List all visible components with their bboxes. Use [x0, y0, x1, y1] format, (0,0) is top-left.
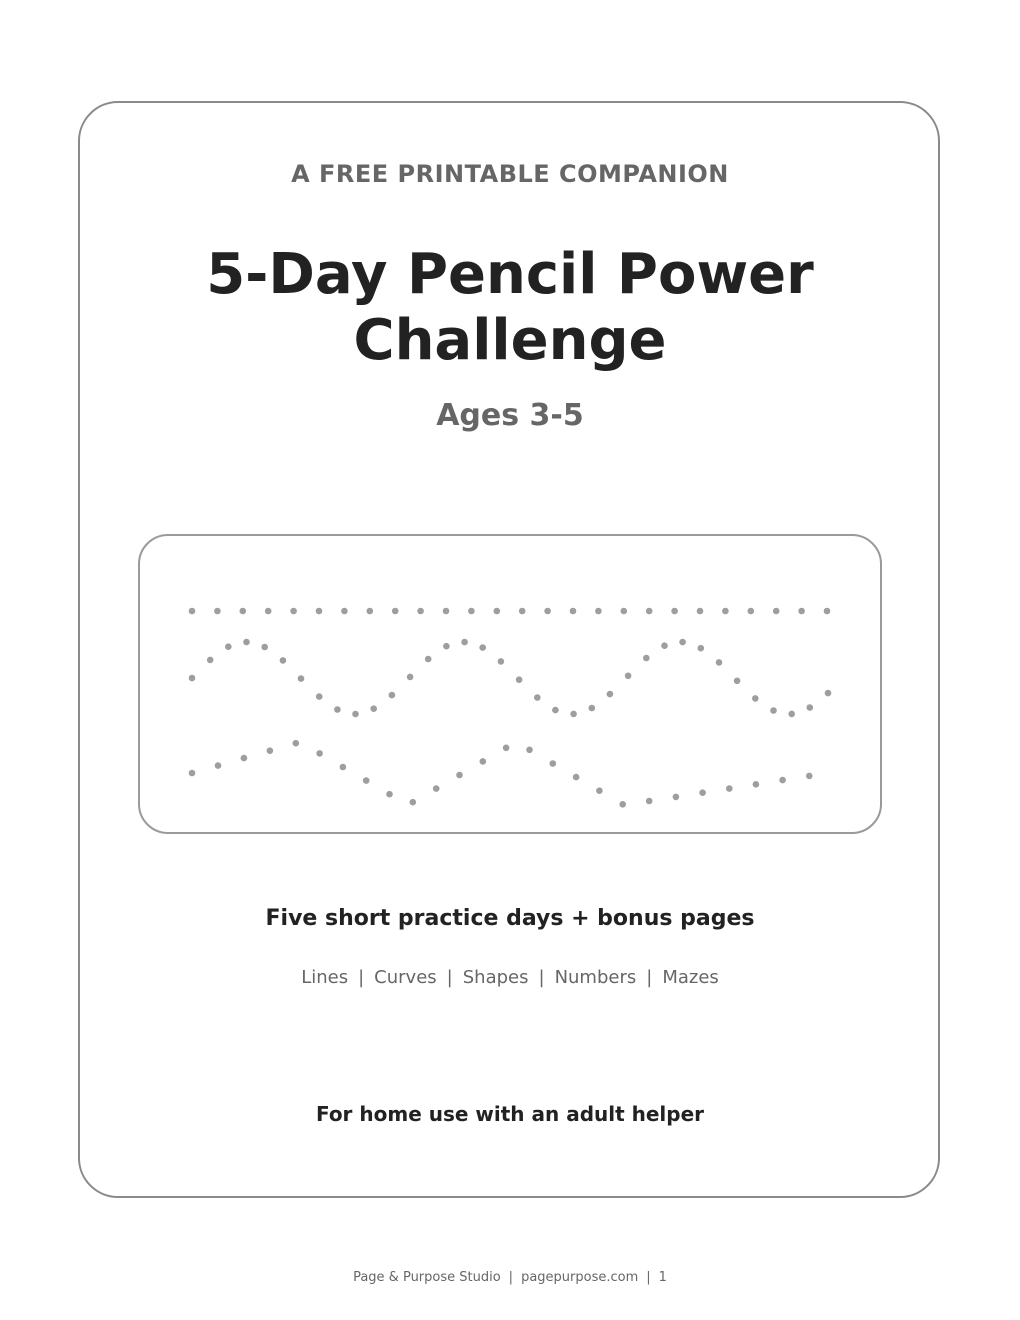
footer-separator: |	[508, 1270, 514, 1285]
topic-separator: |	[646, 967, 653, 988]
footer-publisher: Page & Purpose Studio	[353, 1270, 501, 1285]
tracing-panel	[138, 534, 882, 834]
footer-separator: |	[646, 1270, 651, 1285]
topic-item: Lines	[301, 967, 349, 988]
topic-separator: |	[538, 967, 545, 988]
title-line-2: Challenge	[353, 308, 667, 373]
page-title	[0, 242, 1020, 374]
eyebrow-text: A FREE PRINTABLE COMPANION	[291, 160, 729, 188]
topic-separator: |	[446, 967, 453, 988]
footer-page-number: 1	[658, 1270, 667, 1285]
topic-item: Curves	[374, 967, 437, 988]
usage-note: For home use with an adult helper	[315, 1102, 705, 1126]
page-footer	[0, 1270, 1020, 1285]
summary-text: Five short practice days + bonus pages	[265, 906, 755, 931]
topic-separator: |	[358, 967, 365, 988]
topic-list	[0, 967, 1020, 988]
title-line-1: 5-Day Pencil Power	[206, 242, 814, 307]
topic-item: Mazes	[662, 967, 719, 988]
footer-website: pagepurpose.com	[521, 1270, 639, 1285]
topic-item: Numbers	[554, 967, 637, 988]
age-range: Ages 3-5	[436, 398, 584, 433]
topic-item: Shapes	[462, 967, 529, 988]
